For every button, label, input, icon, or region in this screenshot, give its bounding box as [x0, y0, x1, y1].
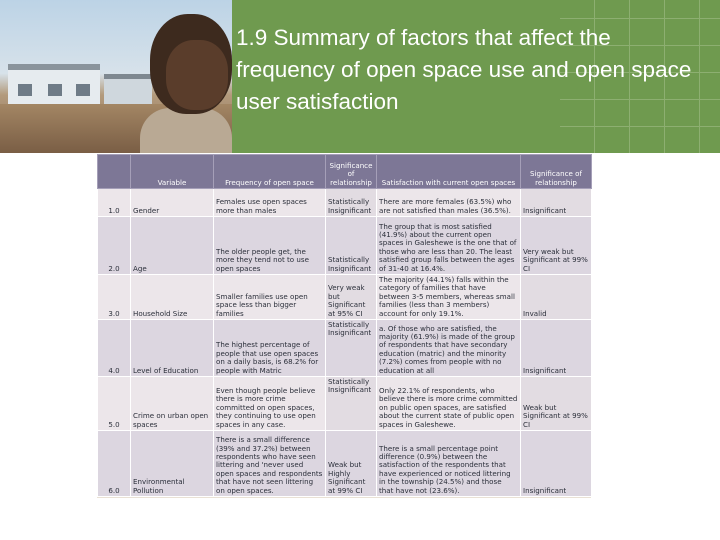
header-frequency: Frequency of open space	[214, 155, 326, 189]
row-significance-satisfaction: Very weak but Significant at 99% CI	[521, 217, 592, 275]
header-satisfaction: Satisfaction with current open spaces	[377, 155, 521, 189]
row-variable: Environmental Pollution	[131, 431, 214, 497]
row-satisfaction: a. Of those who are satisfied, the majority (61.9%) is made of the group of respondents that have secondary education (matric) and the minority (7.2%) comes from people with no education at all	[377, 320, 521, 377]
row-significance-frequency: Statistically Insignificant	[326, 377, 377, 431]
table-row	[98, 275, 592, 320]
row-significance-satisfaction: Weak but Significant at 99% CI	[521, 377, 592, 431]
row-variable: Age	[131, 217, 214, 275]
row-satisfaction: Only 22.1% of respondents, who believe there is more crime committed on public open spaces, are satisfied about the current state of public open spaces in Galeshewe.	[377, 377, 521, 431]
row-significance-frequency: Weak but Highly Significant at 99% CI	[326, 431, 377, 497]
row-variable: Crime on urban open spaces	[131, 377, 214, 431]
photo-child-shirt	[140, 108, 232, 153]
row-frequency: Even though people believe there is more crime committed on open spaces, they continuing to use open spaces in any case.	[214, 377, 326, 431]
row-significance-satisfaction: Insignificant	[521, 320, 592, 377]
row-significance-frequency: Statistically Insignificant	[326, 217, 377, 275]
row-number: 4.0	[98, 320, 131, 377]
slide-title: 1.9 Summary of factors that affect the frequency of open space use and open space user satisfaction	[236, 25, 692, 114]
table-row	[98, 217, 592, 275]
row-significance-frequency: Statistically Insignificant	[326, 320, 377, 377]
row-number: 1.0	[98, 189, 131, 217]
table-row	[98, 431, 592, 497]
summary-table	[97, 154, 592, 497]
table-row	[98, 189, 592, 217]
row-significance-satisfaction: Insignificant	[521, 431, 592, 497]
row-satisfaction: The majority (44.1%) falls within the category of families that have between 3-5 members, whereas small families (less than 3 members) account for only 19.1%.	[377, 275, 521, 320]
table-row	[98, 320, 592, 377]
row-frequency: Smaller families use open space less than bigger families	[214, 275, 326, 320]
header-significance-satisfaction: Significance of relationship	[521, 155, 592, 189]
row-significance-satisfaction: Insignificant	[521, 189, 592, 217]
row-satisfaction: There is a small percentage point difference (0.9%) between the satisfaction of the respondents that have experienced or noticed littering in the township (24.5%) and those that have not (23.6%).	[377, 431, 521, 497]
row-satisfaction: The group that is most satisfied (41.9%) about the current open spaces in Galeshewe is the one that of those who are less than 20. The least satisfied group falls between the ages of 31-40 at 16.4%.	[377, 217, 521, 275]
row-significance-frequency: Very weak but Significant at 95% CI	[326, 275, 377, 320]
row-significance-frequency: Statistically Insignificant	[326, 189, 377, 217]
header-number	[98, 155, 131, 189]
table-row	[98, 377, 592, 431]
row-number: 5.0	[98, 377, 131, 431]
photo-child-township	[0, 0, 232, 153]
row-frequency: The highest percentage of people that use open spaces on a daily basis, is 68.2% for people with Matric	[214, 320, 326, 377]
row-variable: Level of Education	[131, 320, 214, 377]
row-satisfaction: There are more females (63.5%) who are not satisfied than males (36.5%).	[377, 189, 521, 217]
header-variable: Variable	[131, 155, 214, 189]
row-variable: Household Size	[131, 275, 214, 320]
row-frequency: The older people get, the more they tend not to use open spaces	[214, 217, 326, 275]
table-header-row	[98, 155, 592, 189]
row-frequency: Females use open spaces more than males	[214, 189, 326, 217]
photo-window	[48, 84, 62, 96]
photo-child-face	[166, 40, 228, 110]
summary-table-container	[97, 154, 591, 498]
photo-window	[76, 84, 90, 96]
row-number: 3.0	[98, 275, 131, 320]
row-frequency: There is a small difference (39% and 37.2%) between respondents who have seen littering and 'never used open spaces and respondents that have not seen littering on open spaces.	[214, 431, 326, 497]
row-number: 6.0	[98, 431, 131, 497]
row-significance-satisfaction: Invalid	[521, 275, 592, 320]
photo-window	[18, 84, 32, 96]
row-number: 2.0	[98, 217, 131, 275]
header-significance-frequency: Significance of relationship	[326, 155, 377, 189]
title-banner	[0, 0, 720, 153]
row-variable: Gender	[131, 189, 214, 217]
